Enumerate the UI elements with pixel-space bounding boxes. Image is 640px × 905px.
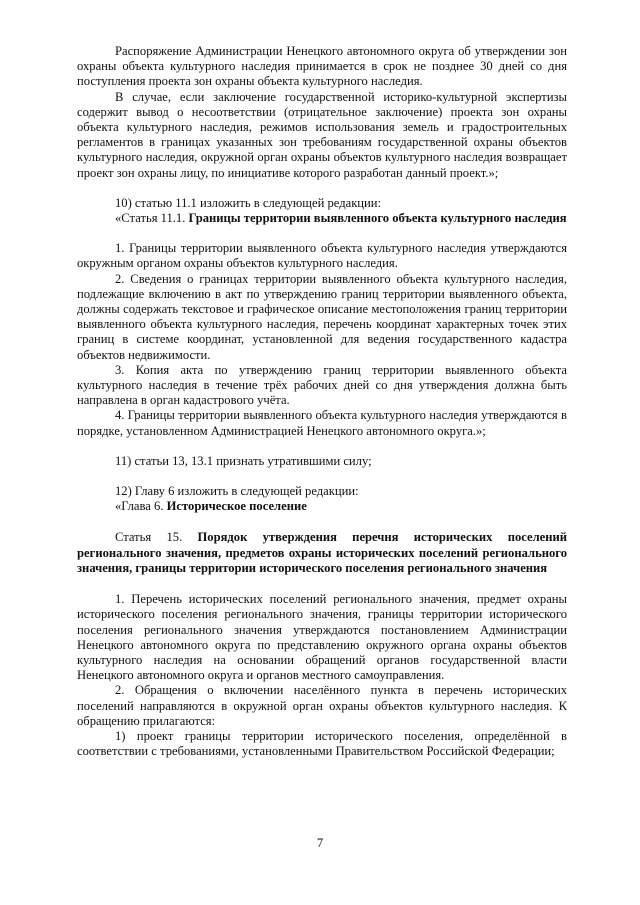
document-page bbox=[77, 44, 567, 759]
paragraph-item-11: 11) статьи 13, 13.1 признать утратившими силу; bbox=[115, 453, 372, 468]
chapter-6-title: Историческое поселение bbox=[166, 499, 307, 514]
article-11-1-part-2: 2. Сведения о границах территории выявленного объекта культурного наследия, подлежащие включению в акт по утверждению границ территории выявленного объекта, должны содержать текстовое и графическое описание местоположения границ территории выявленного объекта культурного наследия, перечень координат характерных точек этих границ в системе координат, установленной для ведения государственного кадастра объектов недвижимости. bbox=[77, 271, 567, 362]
article-15-title: Порядок утверждения перечня исторических поселений регионального значения, предметов охраны исторических поселений регионального значения, границы территории исторического поселения регионального значения bbox=[77, 530, 568, 575]
article-15-part-2-item-1: 1) проект границы территории исторического поселения, определённой в соответствии с требованиями, установленными Правительством Российской Федерации; bbox=[77, 728, 567, 759]
chapter-6-heading bbox=[77, 499, 567, 514]
page-number: 7 bbox=[316, 836, 324, 850]
article-15-part-1: 1. Перечень исторических поселений регионального значения, предмет охраны исторического поселения регионального значения, границы территории исторического поселения регионального значения утверждаются постановлением Администрации Ненецкого автономного округа по представлению окружного органа охраны объектов культурного наследия на основании обращений органов государственной власти Ненецкого автономного округа и органов местного самоуправления. bbox=[77, 592, 567, 683]
article-15-heading bbox=[77, 530, 567, 576]
article-11-1-prefix: «Статья 11.1. bbox=[115, 211, 189, 226]
article-15-part-2: 2. Обращения о включении населённого пункта в перечень исторических поселений направляются в окружной орган охраны объектов культурного наследия. К обращению прилагаются: bbox=[77, 683, 567, 728]
article-15-prefix: Статья 15. bbox=[115, 530, 198, 545]
article-11-1-heading bbox=[77, 211, 567, 226]
paragraph-negative-conclusion: В случае, если заключение государственной историко-культурной экспертизы содержит вывод о несоответствии (отрицательное заключение) проекта зон охраны объекта культурного наследия, режимов использования земель и градостроительных регламентов в границах указанных зон требованиям государственной охраны объектов культурного наследия, окружной орган охраны объектов культурного наследия возвращает проект зон охраны лицу, по инициативе которого разработан данный проект.»; bbox=[77, 89, 567, 180]
article-11-1-part-3: 3. Копия акта по утверждению границ территории выявленного объекта культурного наследия в течение трёх рабочих дней со дня утверждения должна быть направлена в орган кадастрового учёта. bbox=[77, 362, 567, 408]
paragraph-item-10: 10) статью 11.1 изложить в следующей редакции: bbox=[115, 195, 382, 210]
paragraph-order-deadline: Распоряжение Администрации Ненецкого автономного округа об утверждении зон охраны объекта культурного наследия принимается в срок не позднее 30 дней со дня поступления проекта зон охраны объекта культурного наследия. bbox=[77, 44, 567, 89]
article-11-1-part-1: 1. Границы территории выявленного объекта культурного наследия утверждаются окружным органом охраны объектов культурного наследия. bbox=[77, 241, 567, 271]
paragraph-item-12: 12) Главу 6 изложить в следующей редакции: bbox=[115, 484, 359, 499]
article-11-1-title: Границы территории выявленного объекта культурного наследия bbox=[188, 211, 567, 226]
chapter-6-prefix: «Глава 6. bbox=[115, 499, 167, 514]
article-11-1-part-4: 4. Границы территории выявленного объекта культурного наследия утверждаются в порядке, установленном Администрацией Ненецкого автономного округа.»; bbox=[77, 408, 567, 438]
